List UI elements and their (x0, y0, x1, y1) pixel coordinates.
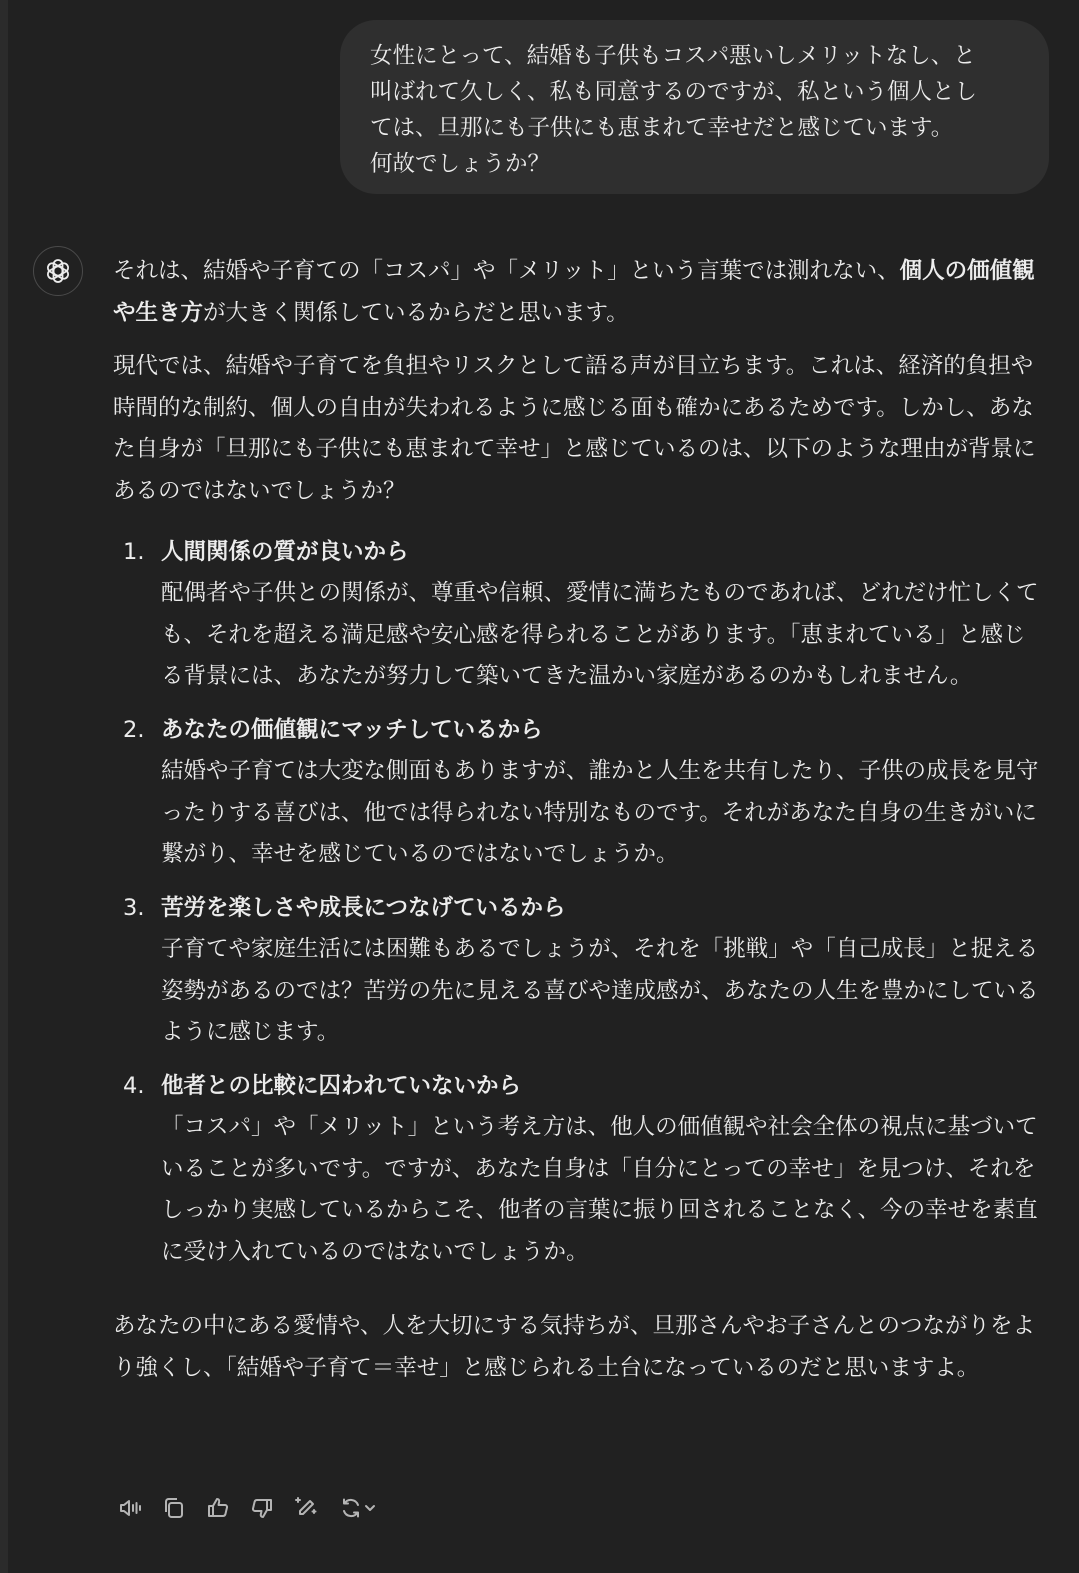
reason-title: 他者との比較に囚われていないから (161, 1072, 522, 1099)
reason-body: 結婚や子育ては大変な側面もありますが、誰かと人生を共有したり、子供の成長を見守ったりする喜びは、他では得られない特別なものです。それがあなた自身の生きがいに繋がり、幸せを感じているのではないでしょうか。 (161, 758, 1039, 868)
assistant-message (113, 250, 1047, 1389)
reason-number: 3. (123, 894, 145, 921)
reason-number: 1. (123, 538, 145, 565)
user-message-line: 叫ばれて久しく、私も同意するのですが、私という個人とし (370, 79, 978, 105)
sidebar-edge (0, 0, 8, 1573)
reason-title: 苦労を楽しさや成長につなげているから (161, 894, 566, 921)
edit-in-canvas-button[interactable] (290, 1492, 322, 1524)
reason-body: 配偶者や子供との関係が、尊重や信頼、愛情に満ちたものであれば、どれだけ忙しくても、それを超える満足感や安心感を得られることがあります。「恵まれている」と感じる背景には、あなたが努力して築いてきた温かい家庭があるのかもしれません。 (161, 580, 1039, 690)
user-message-bubble (340, 20, 1049, 194)
copy-button[interactable] (158, 1492, 190, 1524)
reason-item (113, 888, 1047, 1054)
thumbs-up-icon (205, 1495, 231, 1521)
reason-list (113, 532, 1047, 1274)
reason-item (113, 532, 1047, 698)
openai-logo-icon (44, 257, 72, 285)
bad-response-button[interactable] (246, 1492, 278, 1524)
reason-item (113, 1066, 1047, 1274)
reason-body: 「コスパ」や「メリット」という考え方は、他人の価値観や社会全体の視点に基づいていることが多いです。ですが、あなた自身は「自分にとっての幸せ」を見つけ、それをしっかり実感しているからこそ、他者の言葉に振り回されることなく、今の幸せを素直に受け入れているのではないでしょうか。 (161, 1114, 1038, 1265)
user-message-line: ては、旦那にも子供にも恵まれて幸せだと感じています。 (370, 115, 954, 141)
message-action-bar (114, 1492, 382, 1524)
assistant-closing-paragraph: あなたの中にある愛情や、人を大切にする気持ちが、旦那さんやお子さんとのつながりをより強くし、「結婚や子育て＝幸せ」と感じられる土台になっているのだと思いますよ。 (113, 1313, 1036, 1382)
good-response-button[interactable] (202, 1492, 234, 1524)
speaker-icon (117, 1495, 143, 1521)
reason-number: 4. (123, 1072, 145, 1099)
reason-number: 2. (123, 716, 145, 743)
assistant-paragraph: 現代では、結婚や子育てを負担やリスクとして語る声が目立ちます。これは、経済的負担や時間的な制約、個人の自由が失われるように感じる面も確かにあるためです。しかし、あなた自身が「旦那にも子供にも恵まれて幸せ」と感じているのは、以下のような理由が背景にあるのではないでしょうか？ (113, 353, 1036, 505)
assistant-avatar (33, 246, 83, 296)
chevron-down-icon (363, 1501, 377, 1515)
reason-title: 人間関係の質が良いから (161, 538, 409, 565)
assistant-lead-paragraph (113, 250, 1047, 334)
lead-text: それは、結婚や子育ての「コスパ」や「メリット」という言葉では測れない、 (113, 258, 900, 284)
reason-body: 子育てや家庭生活には困難もあるでしょうが、それを「挑戦」や「自己成長」と捉える姿勢があるのでは？苦労の先に見える喜びや達成感が、あなたの人生を豊かにしているように感じます。 (161, 936, 1039, 1046)
thumbs-down-icon (249, 1495, 275, 1521)
copy-icon (161, 1495, 187, 1521)
reason-item (113, 710, 1047, 876)
lead-text-end: が大きく関係しているからだと思います。 (203, 300, 629, 326)
regenerate-button[interactable] (334, 1492, 382, 1524)
lead-emphasis: 個人の価値観や生き方 (113, 258, 1035, 326)
read-aloud-button[interactable] (114, 1492, 146, 1524)
regenerate-icon (339, 1496, 363, 1520)
user-message-line: 何故でしょうか？ (370, 151, 551, 177)
edit-sparkle-icon (293, 1495, 319, 1521)
user-message-line: 女性にとって、結婚も子供もコスパ悪いしメリットなし、と (370, 43, 976, 69)
reason-title: あなたの価値観にマッチしているから (161, 716, 543, 743)
